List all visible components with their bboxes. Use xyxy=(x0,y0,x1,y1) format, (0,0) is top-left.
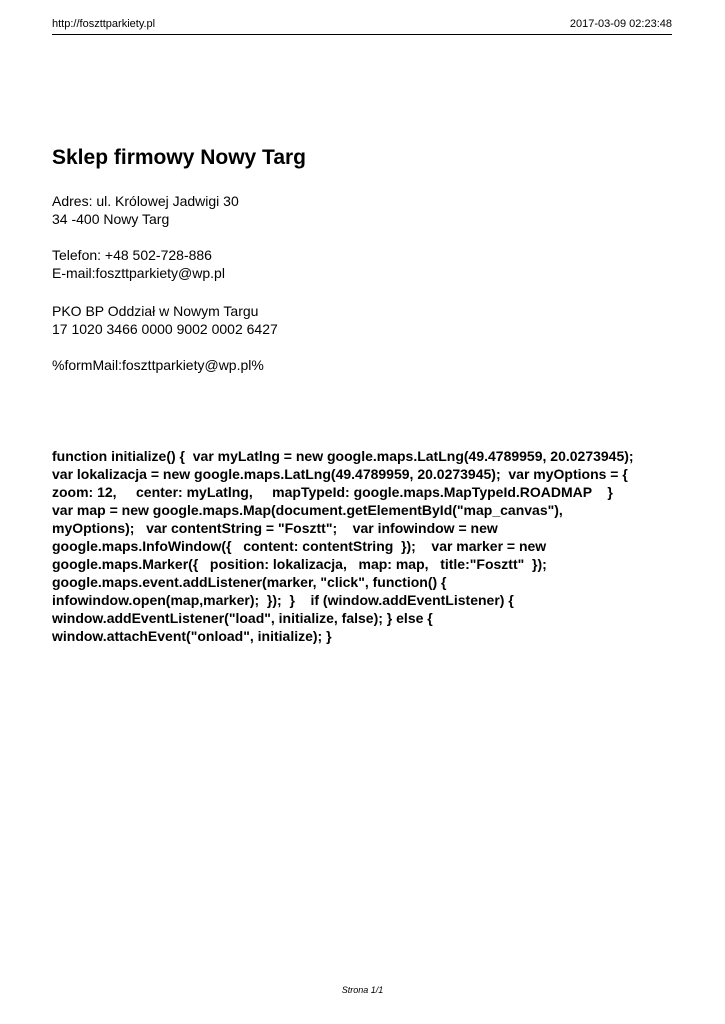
address-line-1: Adres: ul. Królowej Jadwigi 30 xyxy=(52,193,239,209)
code-line: var lokalizacja = new google.maps.LatLng(49.4789959, 20.0273945); var myOptions = { xyxy=(52,466,628,482)
code-line: google.maps.event.addListener(marker, "click", function() { xyxy=(52,574,447,590)
page-header xyxy=(52,14,672,35)
code-line: myOptions); var contentString = "Fosztt"; var infowindow = new xyxy=(52,520,498,536)
code-line: google.maps.InfoWindow({ content: contentString }); var marker = new xyxy=(52,538,547,554)
page-number: Strona 1/1 xyxy=(341,985,384,995)
header-url: http://foszttparkiety.pl xyxy=(52,18,156,30)
code-line: google.maps.Marker({ position: lokalizacja, map: map, title:"Fosztt" }); xyxy=(52,556,547,572)
code-line: var map = new google.maps.Map(document.getElementById("map_canvas"), xyxy=(52,502,563,518)
script-code-block xyxy=(52,447,670,645)
code-line: window.attachEvent("onload", initialize); } xyxy=(52,628,332,644)
address-line-2: 34 -400 Nowy Targ xyxy=(52,211,170,227)
bank-name: PKO BP Oddział w Nowym Targu xyxy=(52,303,259,319)
code-line: function initialize() { var myLatlng = new google.maps.LatLng(49.4789959, 20.0273945); xyxy=(52,448,634,464)
code-line: zoom: 12, center: myLatlng, mapTypeId: google.maps.MapTypeId.ROADMAP } xyxy=(52,484,613,500)
page-title: Sklep firmowy Nowy Targ xyxy=(52,146,306,169)
code-line: window.addEventListener("load", initialize, false); } else { xyxy=(52,610,433,626)
phone-number: Telefon: +48 502-728-886 xyxy=(52,247,212,263)
code-line: infowindow.open(map,marker); }); } if (window.addEventListener) { xyxy=(52,592,514,608)
email-address: E-mail:foszttparkiety@wp.pl xyxy=(52,265,225,281)
header-datetime: 2017-03-09 02:23:48 xyxy=(569,18,672,30)
form-mail-placeholder: %formMail:foszttparkiety@wp.pl% xyxy=(52,357,264,373)
bank-account-number: 17 1020 3466 0000 9002 0002 6427 xyxy=(52,321,278,337)
